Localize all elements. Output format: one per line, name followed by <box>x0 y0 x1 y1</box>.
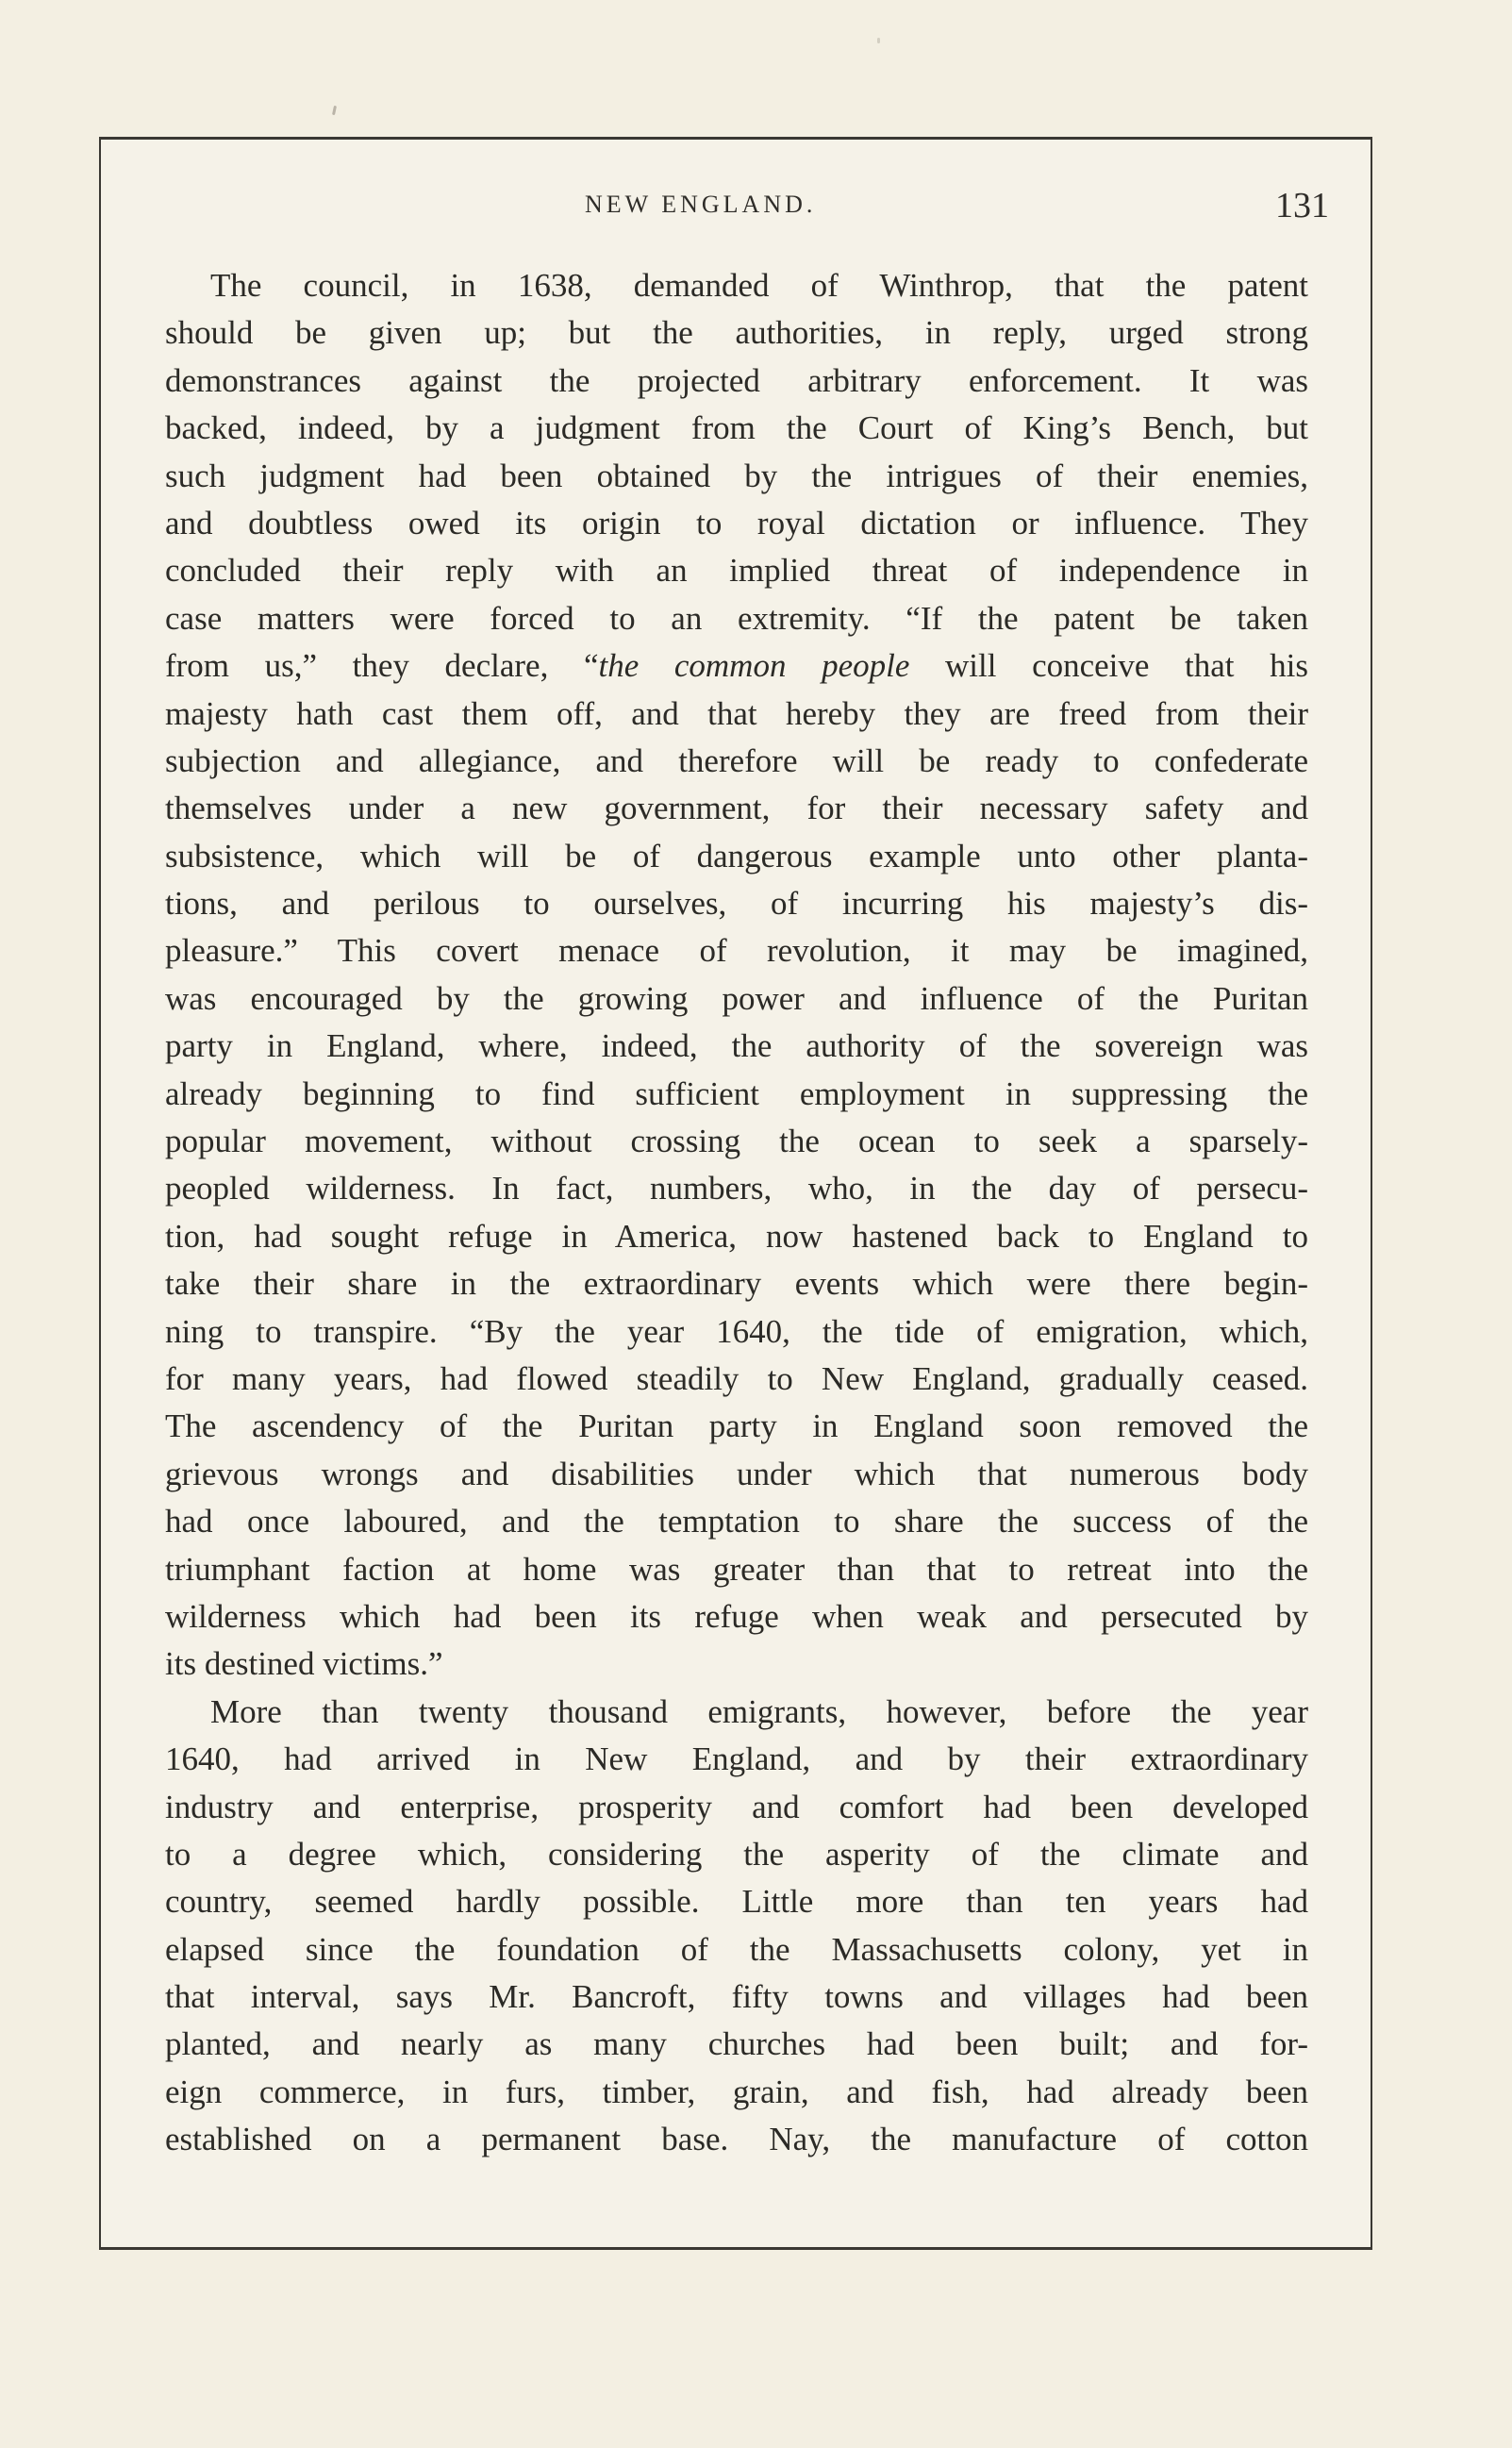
text-line: and doubtless owed its origin to royal dictation or influence. They <box>165 504 1308 541</box>
text-line: elapsed since the foundation of the Massachusetts colony, yet in <box>165 1930 1308 1968</box>
body-text <box>165 262 1308 2164</box>
text-line: peopled wilderness. In fact, numbers, who, in the day of persecu- <box>165 1170 1308 1207</box>
running-head <box>101 185 1371 223</box>
text-line: More than twenty thousand emigrants, however, before the year <box>210 1692 1308 1730</box>
text-line: industry and enterprise, prosperity and comfort had been developed <box>165 1788 1308 1825</box>
paragraph <box>165 262 1308 1689</box>
text-line: popular movement, without crossing the ocean to seek a sparsely- <box>165 1123 1308 1160</box>
page-number: 131 <box>1275 186 1329 225</box>
text-line: themselves under a new government, for their necessary safety and <box>165 790 1308 827</box>
ink-speck <box>877 38 880 43</box>
text-run: will conceive that his <box>909 647 1308 685</box>
text-line: 1640, had arrived in New England, and by their extraordinary <box>165 1740 1308 1778</box>
text-line: planted, and nearly as many churches had been built; and for- <box>165 2025 1308 2063</box>
text-line: established on a permanent base. Nay, the manufacture of cotton <box>165 2121 1308 2158</box>
text-line: wilderness which had been its refuge when weak and persecuted by <box>165 1597 1308 1635</box>
text-line: to a degree which, considering the asperity of the climate and <box>165 1835 1308 1873</box>
text-line: grievous wrongs and disabilities under which that numerous body <box>165 1455 1308 1492</box>
text-line: country, seemed hardly possible. Little more than ten years had <box>165 1883 1308 1921</box>
text-line: subjection and allegiance, and therefore will be ready to confederate <box>165 741 1308 779</box>
text-line: had once laboured, and the temptation to share the success of the <box>165 1503 1308 1540</box>
text-line: take their share in the extraordinary events which were there begin- <box>165 1265 1308 1303</box>
text-line: The council, in 1638, demanded of Winthrop, that the patent <box>210 267 1308 304</box>
text-line: majesty hath cast them off, and that hereby they are freed from their <box>165 694 1308 732</box>
text-line: already beginning to find sufficient employment in suppressing the <box>165 1074 1308 1112</box>
text-line <box>165 642 1308 690</box>
text-line: that interval, says Mr. Bancroft, fifty towns and villages had been <box>165 1978 1308 2016</box>
text-line: for many years, had flowed steadily to New England, gradually ceased. <box>165 1359 1308 1397</box>
text-line: party in England, where, indeed, the authority of the sovereign was <box>165 1027 1308 1065</box>
text-line: pleasure.” This covert menace of revolution, it may be imagined, <box>165 932 1308 970</box>
text-line: such judgment had been obtained by the intrigues of their enemies, <box>165 457 1308 494</box>
text-line: case matters were forced to an extremity. “If the patent be taken <box>165 599 1308 637</box>
text-line: concluded their reply with an implied threat of independence in <box>165 552 1308 590</box>
paragraph <box>165 1689 1308 2164</box>
text-line: triumphant faction at home was greater than that to retreat into the <box>165 1550 1308 1588</box>
italic-emphasis: the common people <box>598 647 910 685</box>
text-line: was encouraged by the growing power and influence of the Puritan <box>165 979 1308 1017</box>
text-line: demonstrances against the projected arbitrary enforcement. It was <box>165 361 1308 399</box>
text-line: ning to transpire. “By the year 1640, the tide of emigration, which, <box>165 1312 1308 1350</box>
text-line: tions, and perilous to ourselves, of incurring his majesty’s dis- <box>165 885 1308 923</box>
ink-speck <box>332 106 337 115</box>
text-run: from us,” they declare, “ <box>165 647 599 685</box>
running-title: NEW ENGLAND. <box>585 191 817 218</box>
text-line: eign commerce, in furs, timber, grain, and fish, had already been <box>165 2073 1308 2110</box>
text-line: its destined victims.” <box>165 1645 443 1683</box>
text-line: should be given up; but the authorities, in reply, urged strong <box>165 314 1308 352</box>
text-line: tion, had sought refuge in America, now hastened back to England to <box>165 1217 1308 1255</box>
text-line: backed, indeed, by a judgment from the Court of King’s Bench, but <box>165 409 1308 447</box>
text-line: subsistence, which will be of dangerous example unto other planta- <box>165 837 1308 874</box>
page-frame <box>99 137 1372 2250</box>
text-line: The ascendency of the Puritan party in England soon removed the <box>165 1407 1308 1445</box>
